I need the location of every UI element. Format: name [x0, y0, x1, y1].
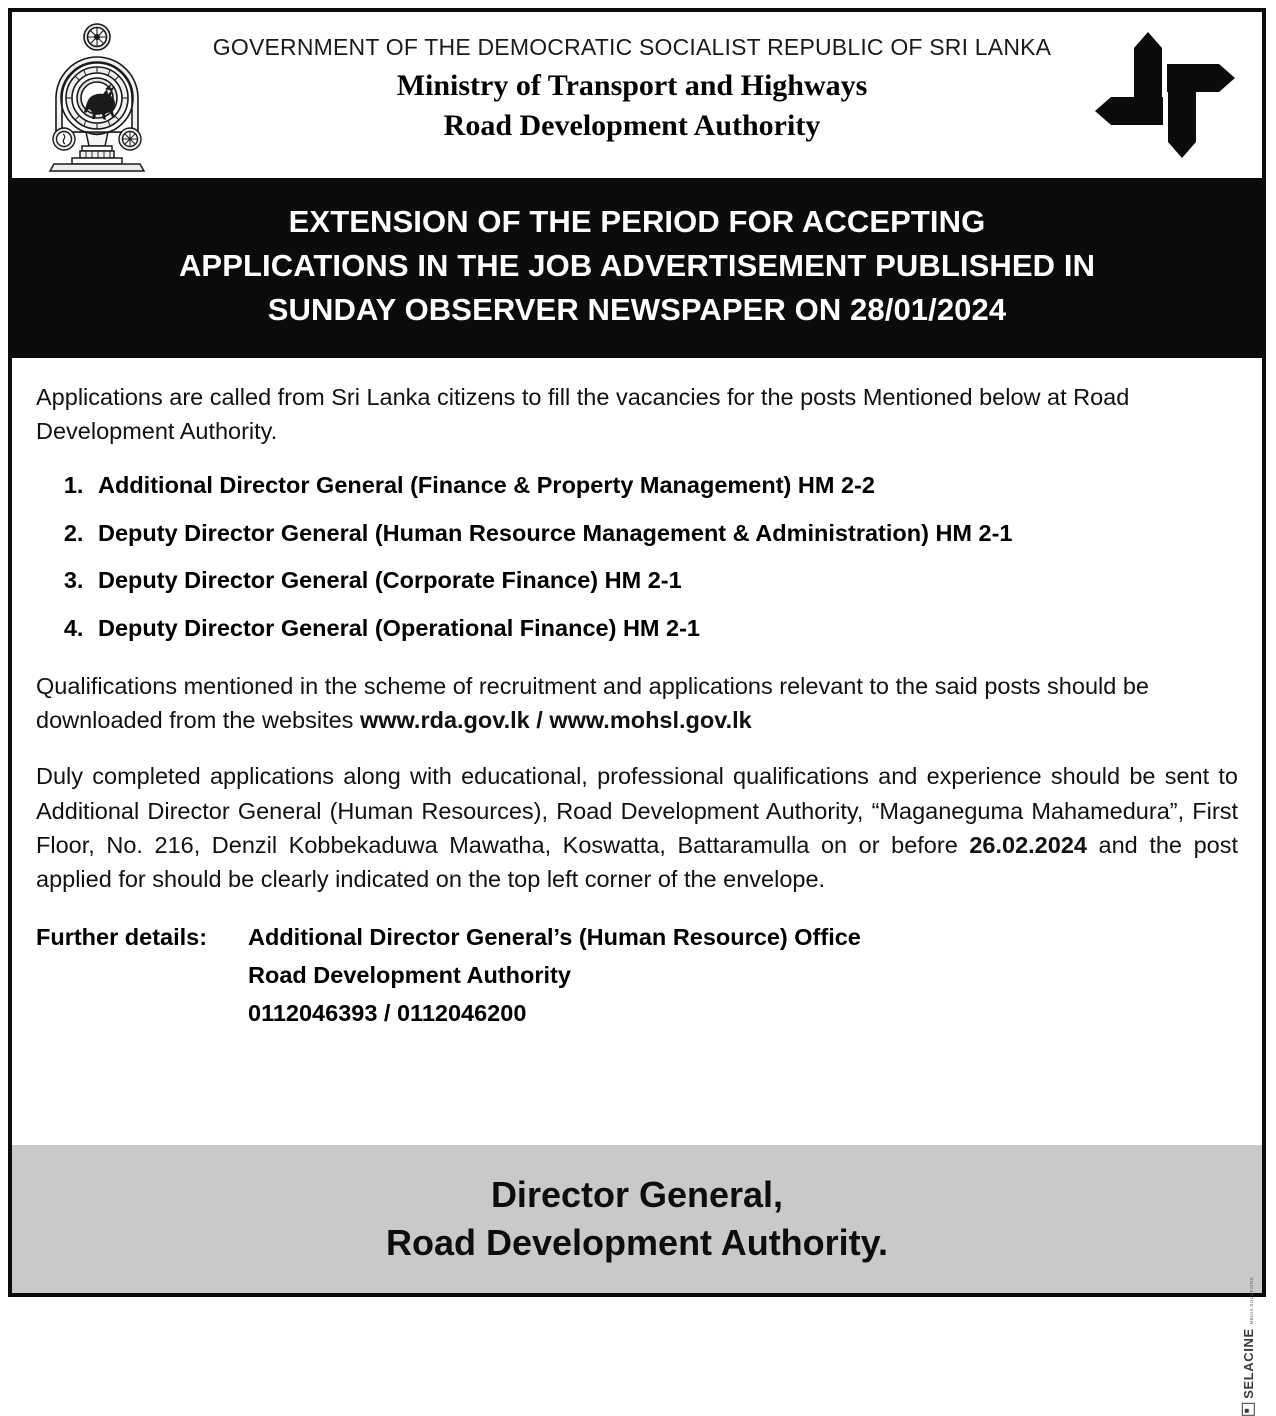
- list-item: 2. Deputy Director General (Human Resource Management & Administration) HM 2-1: [90, 518, 1238, 549]
- list-item: 3. Deputy Director General (Corporate Finance) HM 2-1: [90, 565, 1238, 596]
- further-details-spacer-2: [36, 994, 248, 1032]
- further-details-label: Further details:: [36, 923, 208, 950]
- masthead-text-block: [182, 34, 1082, 144]
- further-details-phones[interactable]: 0112046393 / 0112046200: [248, 999, 527, 1026]
- headline-line-3: SUNDAY OBSERVER NEWSPAPER ON 28/01/2024: [267, 292, 1007, 328]
- further-details-block: [36, 918, 1238, 1032]
- authority-line: Road Development Authority: [443, 108, 821, 142]
- signature-authority: Road Development Authority.: [385, 1222, 889, 1263]
- ministry-line: Ministry of Transport and Highways: [396, 69, 868, 103]
- website-separator: /: [529, 707, 550, 734]
- selacine-square-mark-icon: [1242, 1403, 1255, 1416]
- body-content: [12, 358, 1262, 1145]
- advertisement-frame: [8, 8, 1266, 1399]
- further-details-spacer: [36, 956, 248, 994]
- agency-credit: [1241, 1277, 1256, 1416]
- agency-credit-name: SELACINE: [1241, 1328, 1256, 1399]
- government-line: GOVERNMENT OF THE DEMOCRATIC SOCIALIST REPUBLIC OF SRI LANKA: [212, 34, 1052, 60]
- further-details-phone-row: [36, 994, 1238, 1032]
- signature-title: Director General,: [490, 1174, 784, 1216]
- list-item: 1. Additional Director General (Finance & Property Management) HM 2-2: [90, 470, 1238, 501]
- website-mohsl-link[interactable]: www.mohsl.gov.lk: [549, 707, 752, 734]
- further-details-authority-row: [36, 956, 1238, 994]
- qualifications-paragraph: [36, 669, 1238, 737]
- rda-four-arrows-logo-icon: [1090, 24, 1240, 164]
- posts-list: [36, 470, 1238, 643]
- submission-paragraph: [36, 759, 1238, 895]
- headline-banner: [12, 178, 1262, 358]
- deadline-date: 26.02.2024: [969, 831, 1087, 858]
- headline-line-2: APPLICATIONS IN THE JOB ADVERTISEMENT PUBLISHED IN: [178, 248, 1096, 284]
- qualifications-text: Qualifications mentioned in the scheme of recruitment and applications relevant to the said posts should be downloaded from the websites: [36, 673, 1149, 734]
- further-details-office: Additional Director General’s (Human Resource) Office: [248, 923, 861, 950]
- headline-line-1: EXTENSION OF THE PERIOD FOR ACCEPTING: [288, 204, 986, 239]
- list-item: 4. Deputy Director General (Operational Finance) HM 2-1: [90, 613, 1238, 644]
- further-details-authority: Road Development Authority: [248, 961, 571, 988]
- signature-footer: [12, 1145, 1262, 1399]
- sri-lanka-coat-of-arms-icon: [42, 20, 152, 172]
- intro-paragraph: Applications are called from Sri Lanka citizens to fill the vacancies for the posts Mentioned below at Road Development Authority.: [36, 384, 1130, 445]
- masthead: [12, 12, 1262, 178]
- further-details-office-row: [36, 918, 1238, 956]
- website-rda-link[interactable]: www.rda.gov.lk: [359, 707, 530, 734]
- submission-text-before: Duly completed applications along with educational, professional qualifications and experience should be sent to Additional Director General (Human Resources), Road Development Authority, “Maganeguma Mahamedura”, First Floor, No. 216, Denzil Kobbekaduwa Mawatha, Koswatta, Battaramulla on or before: [36, 763, 1238, 858]
- submission-text-after: and the post applied for should be clearly indicated on the top left corner of the envelope.: [36, 831, 1238, 892]
- agency-credit-subtitle: MEDIA SOLUTIONS: [1249, 1277, 1254, 1325]
